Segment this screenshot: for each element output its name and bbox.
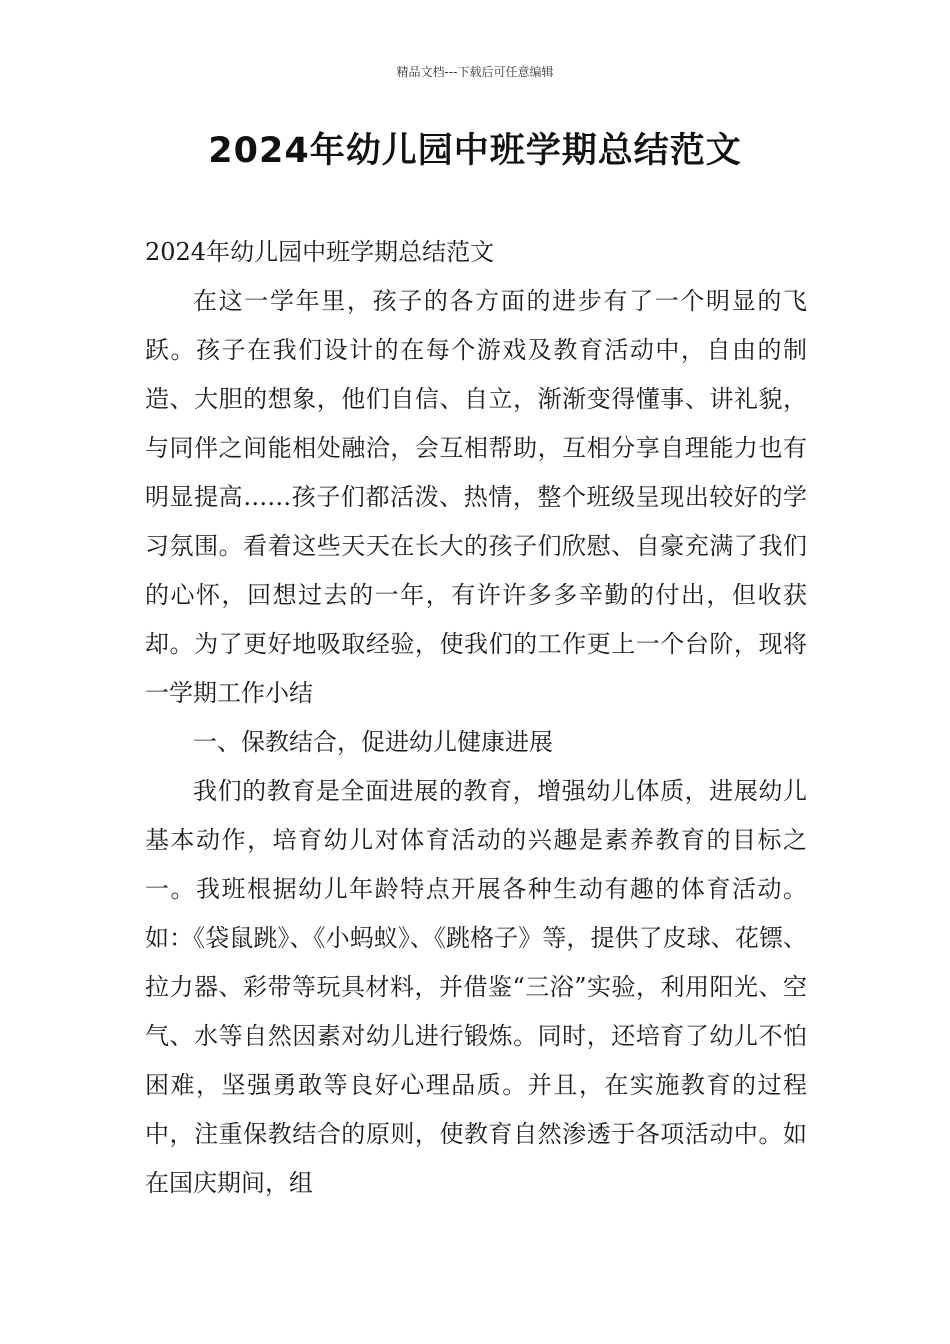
document-subtitle: 2024年幼儿园中班学期总结范文 — [145, 238, 495, 266]
section-heading-1: 一、保教结合，促进幼儿健康进展 — [193, 728, 553, 756]
page-title: 2024年幼儿园中班学期总结范文 — [208, 131, 742, 171]
document-body — [145, 228, 807, 1208]
paragraph-intro: 在这一学年里，孩子的各方面的进步有了一个明显的飞跃。孩子在我们设计的在每个游戏及教育活动中，自由的制造、大胆的想象，他们自信、自立，渐渐变得懂事、讲礼貌，与同伴之间能相处融洽，会互相帮助，互相分享自理能力也有明显提高……孩子们都活泼、热情，整个班级呈现出较好的学习氛围。看着这些天天在长大的孩子们欣慰、自豪充满了我们的心怀，回想过去的一年，有许许多多辛勤的付出，但收获却。为了更好地吸取经验，使我们的工作更上一个台阶，现将一学期工作小结 — [145, 287, 807, 707]
paragraph-section-1: 我们的教育是全面进展的教育，增强幼儿体质，进展幼儿基本动作，培育幼儿对体育活动的兴趣是素养教育的目标之一。我班根据幼儿年龄特点开展各种生动有趣的体育活动。如：《袋鼠跳》、《小蚂蚁》、《跳格子》等，提供了皮球、花镖、拉力器、彩带等玩具材料，并借鉴“三浴”实验，利用阳光、空气、水等自然因素对幼儿进行锻炼。同时，还培育了幼儿不怕困难，坚强勇敢等良好心理品质。并且，在实施教育的过程中，注重保教结合的原则，使教育自然渗透于各项活动中。如在国庆期间，组 — [145, 777, 807, 1197]
header-note: 精品文档---下载后可任意编辑 — [396, 65, 554, 79]
